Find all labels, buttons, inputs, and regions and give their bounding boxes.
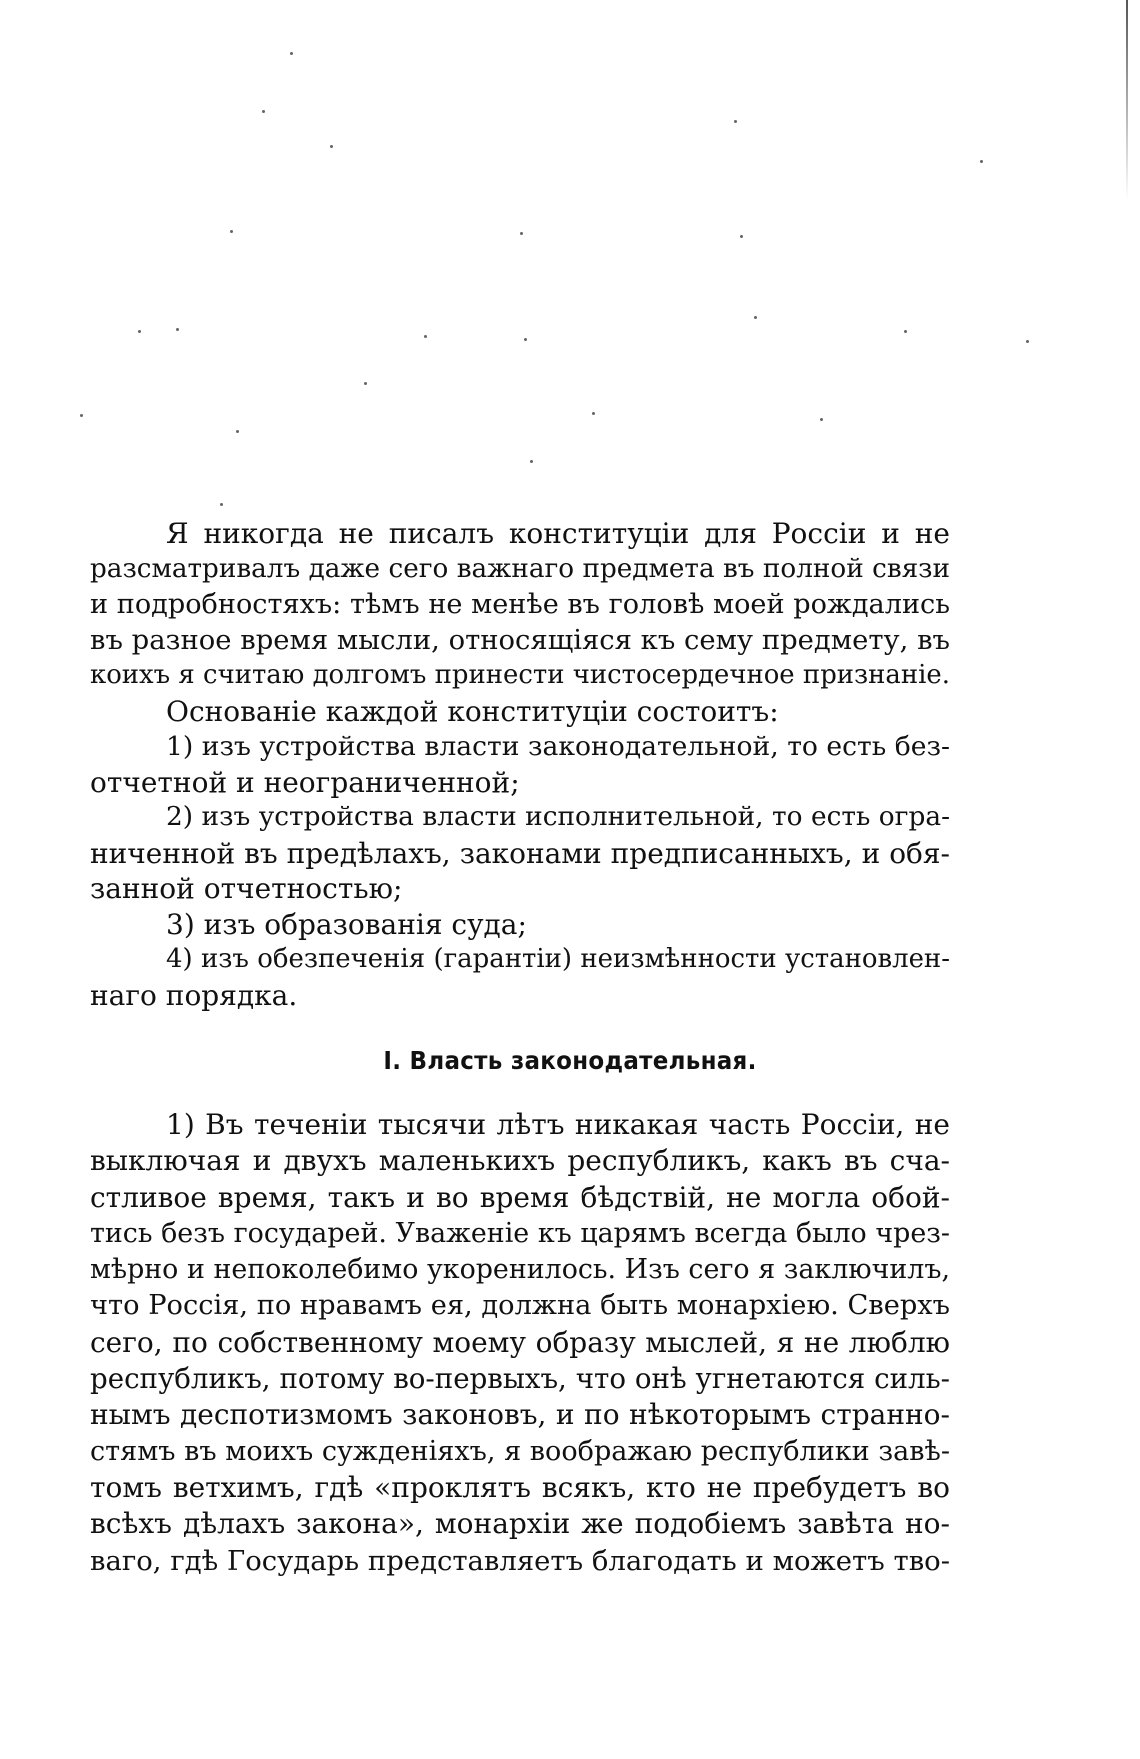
scan-speck: [262, 110, 265, 113]
scan-speck: [754, 316, 757, 319]
text-line: ниченной въ предѣлахъ, законами предписанныхъ, и обя-: [90, 836, 950, 870]
text-line: 1) изъ устройства власти законодательной, то есть без-: [166, 731, 950, 762]
scan-speck: [530, 460, 533, 463]
section-text: [90, 1107, 950, 1579]
text-line: 1) Въ теченіи тысячи лѣтъ никакая часть Россіи, не: [166, 1108, 950, 1141]
scan-speck: [230, 230, 233, 233]
scan-speck: [740, 235, 743, 238]
text-line: выключая и двухъ маленькихъ республикъ, какъ въ сча-: [90, 1144, 950, 1178]
text-line: стямъ въ моихъ сужденіяхъ, я воображаю республики завѣ-: [90, 1435, 950, 1467]
text-line: разсматривалъ даже сего важнаго предмета въ полной связи: [90, 553, 950, 584]
text-line: Я никогда не писалъ конституціи для Россіи и не: [166, 517, 950, 550]
scan-speck: [80, 414, 83, 417]
text-line: 4) изъ обезпеченія (гарантіи) неизмѣнности установлен-: [166, 944, 950, 974]
text-line: нымъ деспотизмомъ законовъ, и по нѣкоторымъ странно-: [90, 1398, 950, 1432]
section-heading: I. Власть законодательная.: [383, 1046, 757, 1075]
text-line: сего, по собственному моему образу мыслей, я не люблю: [90, 1325, 950, 1359]
scan-speck: [734, 120, 737, 123]
scan-speck: [330, 145, 333, 148]
scan-speck: [524, 338, 527, 341]
text-line: что Россія, по нравамъ ея, должна быть монархіею. Сверхъ: [90, 1290, 950, 1322]
scan-speck: [820, 418, 823, 421]
scan-speck: [220, 503, 223, 506]
text-line: ваго, гдѣ Государь представляетъ благодать и можетъ тво-: [90, 1544, 950, 1577]
scan-speck: [980, 160, 983, 163]
text-line: 2) изъ устройства власти исполнительной, то есть огра-: [166, 802, 950, 832]
text-line: 3) изъ образованія суда;: [166, 907, 527, 941]
scan-speck: [1026, 340, 1029, 343]
text-line: томъ ветхимъ, гдѣ «проклятъ всякъ, кто не пребудетъ во: [90, 1470, 950, 1504]
text-line: мѣрно и непоколебимо укоренилось. Изъ сего я заключилъ,: [90, 1254, 950, 1286]
scan-speck: [138, 330, 141, 333]
intro-text: [90, 516, 950, 1013]
text-line: въ разное время мысли, относящіяся къ сему предмету, въ: [90, 624, 950, 656]
scan-speck: [364, 382, 367, 385]
text-line: республикъ, потому во-первыхъ, что онѣ угнетаются силь-: [90, 1362, 950, 1396]
scan-speck: [290, 52, 293, 55]
scan-speck: [592, 412, 595, 415]
text-line: стливое время, такъ и во время бѣдствій, не могла обой-: [90, 1180, 950, 1214]
text-line: Основаніе каждой конституціи состоитъ:: [166, 694, 779, 728]
text-line: коихъ я считаю долгомъ принести чистосердечное признаніе.: [90, 660, 950, 690]
scan-speck: [176, 328, 179, 331]
text-line: занной отчетностью;: [90, 872, 403, 905]
scan-speck: [520, 232, 523, 235]
page-edge-shadow: [1126, 0, 1128, 200]
text-line: всѣхъ дѣлахъ закона», монархіи же подобіемъ завѣта но-: [90, 1507, 950, 1541]
text-line: отчетной и неограниченной;: [90, 765, 520, 799]
text-line: тись безъ государей. Уваженіе къ царямъ всегда было чрез-: [90, 1217, 950, 1249]
text-line: наго порядка.: [90, 978, 298, 1012]
scan-speck: [424, 335, 427, 338]
scan-speck: [236, 430, 239, 433]
scan-speck: [904, 330, 907, 333]
text-line: и подробностяхъ: тѣмъ не менѣе въ головѣ моей рождались: [90, 589, 950, 620]
